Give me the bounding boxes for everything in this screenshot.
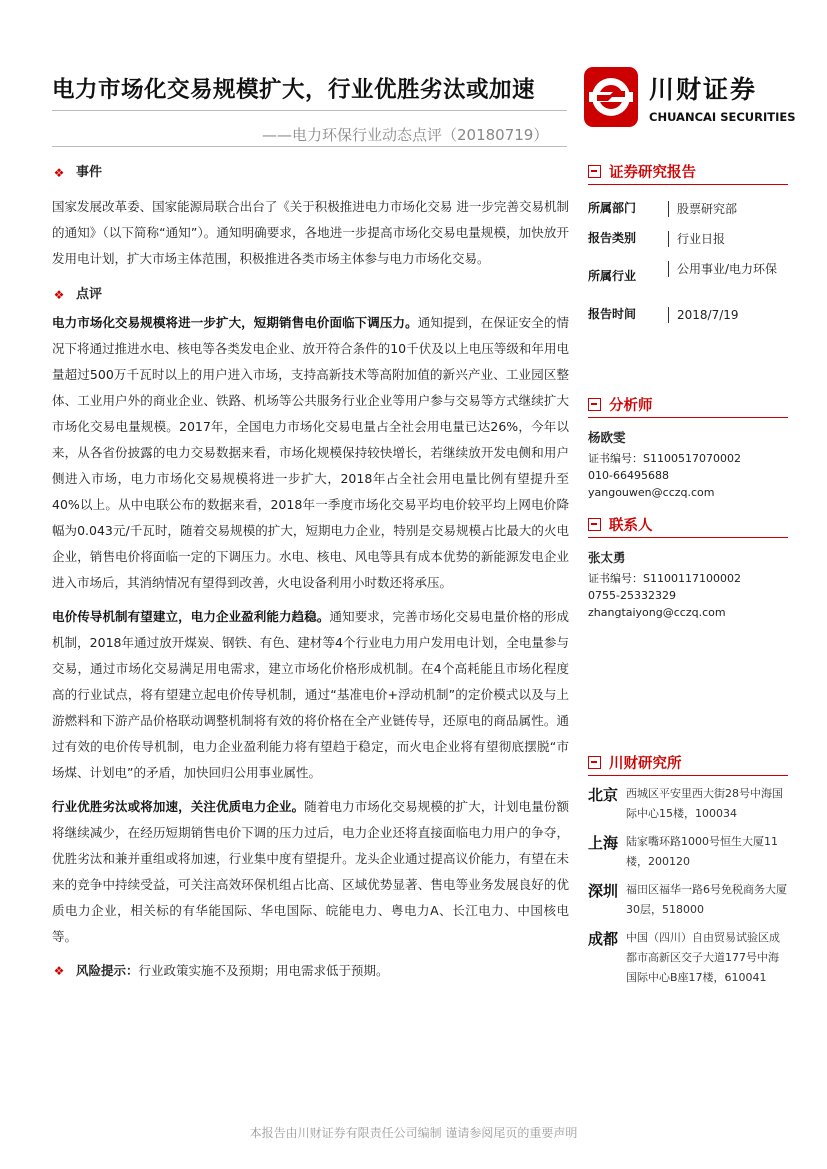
analyst-cert: 证书编号：S1100517070002: [588, 452, 741, 465]
info-key: 报告类别: [588, 231, 637, 245]
office-address: 福田区福华一路6号免税商务大厦30层，518000: [626, 883, 787, 916]
info-key: 所属部门: [588, 201, 637, 215]
contact-name: 张太勇: [588, 550, 626, 565]
paragraph-1-lead: 电力市场化交易规模将进一步扩大，短期销售电价面临下调压力。: [52, 315, 418, 330]
office-city: 成都: [588, 930, 619, 948]
info-value: 公用事业/电力环保: [668, 261, 788, 277]
paragraph-2-lead: 电价传导机制有望建立，电力企业盈利能力趋稳。: [52, 609, 330, 624]
contact-cert: 证书编号：S1100117100002: [588, 572, 741, 585]
comment-heading: [52, 280, 569, 310]
event-paragraph: 国家发展改革委、国家能源局联合出台了《关于积极推进电力市场化交易 进一步完善交易机制的通知》（以下简称“通知”）。通知明确要求，各地进一步提高市场化交易电量规模，加快放开发用电计划，扩大市场主体范围，积极推进各类市场主体参与电力市场化交易。: [52, 199, 569, 266]
info-key: 所属行业: [588, 269, 637, 283]
contact-heading-rule: [588, 537, 788, 538]
contact-phone: 0755-25332329: [588, 589, 676, 602]
info-row-industry: [588, 253, 788, 299]
section-box-icon: [588, 165, 601, 178]
report-heading: [588, 158, 788, 184]
diamond-bullet-icon: ❖: [53, 288, 65, 302]
contact-email[interactable]: zhangtaiyong@cczq.com: [588, 606, 726, 619]
institute-heading-label: 川财研究所: [609, 755, 682, 772]
contact-heading: [588, 511, 788, 537]
office-beijing: [588, 784, 788, 824]
paragraph-1-body: 通知提到，在保证安全的情况下将通过推进水电、核电等各类发电企业、放开符合条件的10千伏及以上电压等级和年用电量超过500万千瓦时以上的用户进入市场，支持高新技术等高附加值的新兴产业、工业园区整体、工业用户外的商业企业、铁路、机场等公共服务行业企业等用户参与交易等方式继续扩大市场化交易电量规模。2017年，全国电力市场化交易电量占全社会用电量已达26%，今年以来，从各省份披露的电力交易数据来看，市场化规模保持较快增长，若继续放开发电侧和用户侧进入市场，电力市场化交易规模将进一步扩大，2018年占全社会用电量比例有望提升至40%以上。从中电联公布的数据来看，2018年一季度市场化交易平均电价较平均上网电价降幅为0.043元/千瓦时，随着交易规模的扩大，短期电力企业，特别是交易规模占比最大的火电企业，销售电价将面临一定的下调压力。水电、核电、风电等具有成本优势的新能源发电企业进入市场后，其消纳情况有望得到改善，火电设备利用小时数还将承压。: [52, 315, 569, 590]
institute-heading-rule: [588, 775, 788, 776]
info-value: 2018/7/19: [668, 307, 788, 323]
analyst-heading-label: 分析师: [609, 397, 653, 414]
section-box-icon: [588, 756, 601, 769]
office-address: 西城区平安里西大街28号中海国际中心15楼，100034: [626, 787, 783, 820]
info-value: 行业日报: [668, 231, 788, 247]
analyst-phone: 010-66495688: [588, 469, 669, 482]
comment-paragraph-2: [52, 604, 569, 786]
analyst-name: 杨欧雯: [588, 430, 626, 445]
risk-label: 风险提示：: [76, 963, 139, 978]
office-address: 陆家嘴环路1000号恒生大厦11楼，200120: [626, 835, 778, 868]
info-key: 报告时间: [588, 307, 637, 321]
office-city: 上海: [588, 834, 619, 852]
section-box-icon: [588, 518, 601, 531]
logo-mark-icon: [583, 66, 639, 128]
paragraph-3-body: 随着电力市场化交易规模的扩大，计划电量份额将继续减少，在经历短期销售电价下调的压力过后，电力企业还将直接面临电力用户的争夺，优胜劣汰和兼并重组或将加速，行业集中度有望提升。龙头企业通过提高议价能力，有望在未来的竞争中持续受益，可关注高效环保机组占比高、区域优势显著、售电等业务发展良好的优质电力企业，相关标的有华能国际、华电国际、皖能电力、粤电力A、长江电力、中国核电等。: [52, 799, 569, 944]
info-row-category: [588, 223, 788, 253]
logo-chinese-name: 川财证券: [649, 75, 758, 104]
risk-warning: [52, 958, 569, 984]
event-heading-label: 事件: [76, 165, 103, 180]
report-heading-label: 证券研究报告: [609, 164, 696, 181]
info-row-date: [588, 299, 788, 329]
page-subtitle: ——电力环保行业动态点评（20180719）: [262, 126, 549, 144]
analyst-email[interactable]: yangouwen@cczq.com: [588, 486, 715, 499]
info-row-department: [588, 193, 788, 223]
info-value: 股票研究部: [668, 201, 788, 217]
page-footer: 本报告由川财证券有限责任公司编制 谨请参阅尾页的重要声明: [249, 1126, 578, 1140]
section-box-icon: [588, 398, 601, 411]
office-chengdu: [588, 928, 788, 988]
report-heading-rule: [588, 184, 788, 185]
comment-paragraph-1: [52, 310, 569, 596]
office-address: 中国（四川）自由贸易试验区成都市高新区交子大道177号中海国际中心B座17楼，610041: [626, 931, 780, 984]
comment-paragraph-3: [52, 794, 569, 950]
institute-heading: [588, 749, 788, 775]
main-content: [52, 158, 569, 984]
analyst-heading-rule: [588, 417, 788, 418]
contact-heading-label: 联系人: [609, 517, 653, 534]
header-divider-top: [52, 110, 567, 111]
comment-heading-label: 点评: [76, 287, 103, 302]
office-shanghai: [588, 832, 788, 872]
analyst-heading: [588, 391, 788, 417]
sidebar: [588, 158, 788, 996]
office-shenzhen: [588, 880, 788, 920]
header-divider-bottom: [52, 146, 567, 147]
office-city: 深圳: [588, 882, 619, 900]
logo-english-name: CHUANCAI SECURITIES: [649, 110, 796, 124]
office-city: 北京: [588, 786, 619, 804]
diamond-bullet-icon: ❖: [53, 166, 65, 180]
page-title: 电力市场化交易规模扩大，行业优胜劣汰或加速: [52, 77, 536, 103]
diamond-bullet-icon: ❖: [53, 964, 65, 978]
company-logo: [583, 66, 796, 134]
paragraph-2-body: 通知要求，完善市场化交易电量价格的形成机制，2018年通过放开煤炭、钢铁、有色、建材等4个行业电力用户发用电计划，全电量参与交易，通过市场化交易满足用电需求，建立市场化价格形成机制。在4个高耗能且市场化程度高的行业试点，将有望建立起电价传导机制，通过“基准电价+浮动机制”的定价模式以及与上游燃料和下游产品价格联动调整机制将有效的将价格在全产业链传导，还原电的商品属性。通过有效的电价传导机制，电力企业盈利能力将有望趋于稳定，而火电企业将有望彻底摆脱“市场煤、计划电”的矛盾，加快回归公用事业属性。: [52, 609, 569, 780]
paragraph-3-lead: 行业优胜劣汰或将加速，关注优质电力企业。: [52, 799, 305, 814]
event-heading: [52, 158, 569, 188]
risk-text: 行业政策实施不及预期；用电需求低于预期。: [138, 963, 389, 978]
